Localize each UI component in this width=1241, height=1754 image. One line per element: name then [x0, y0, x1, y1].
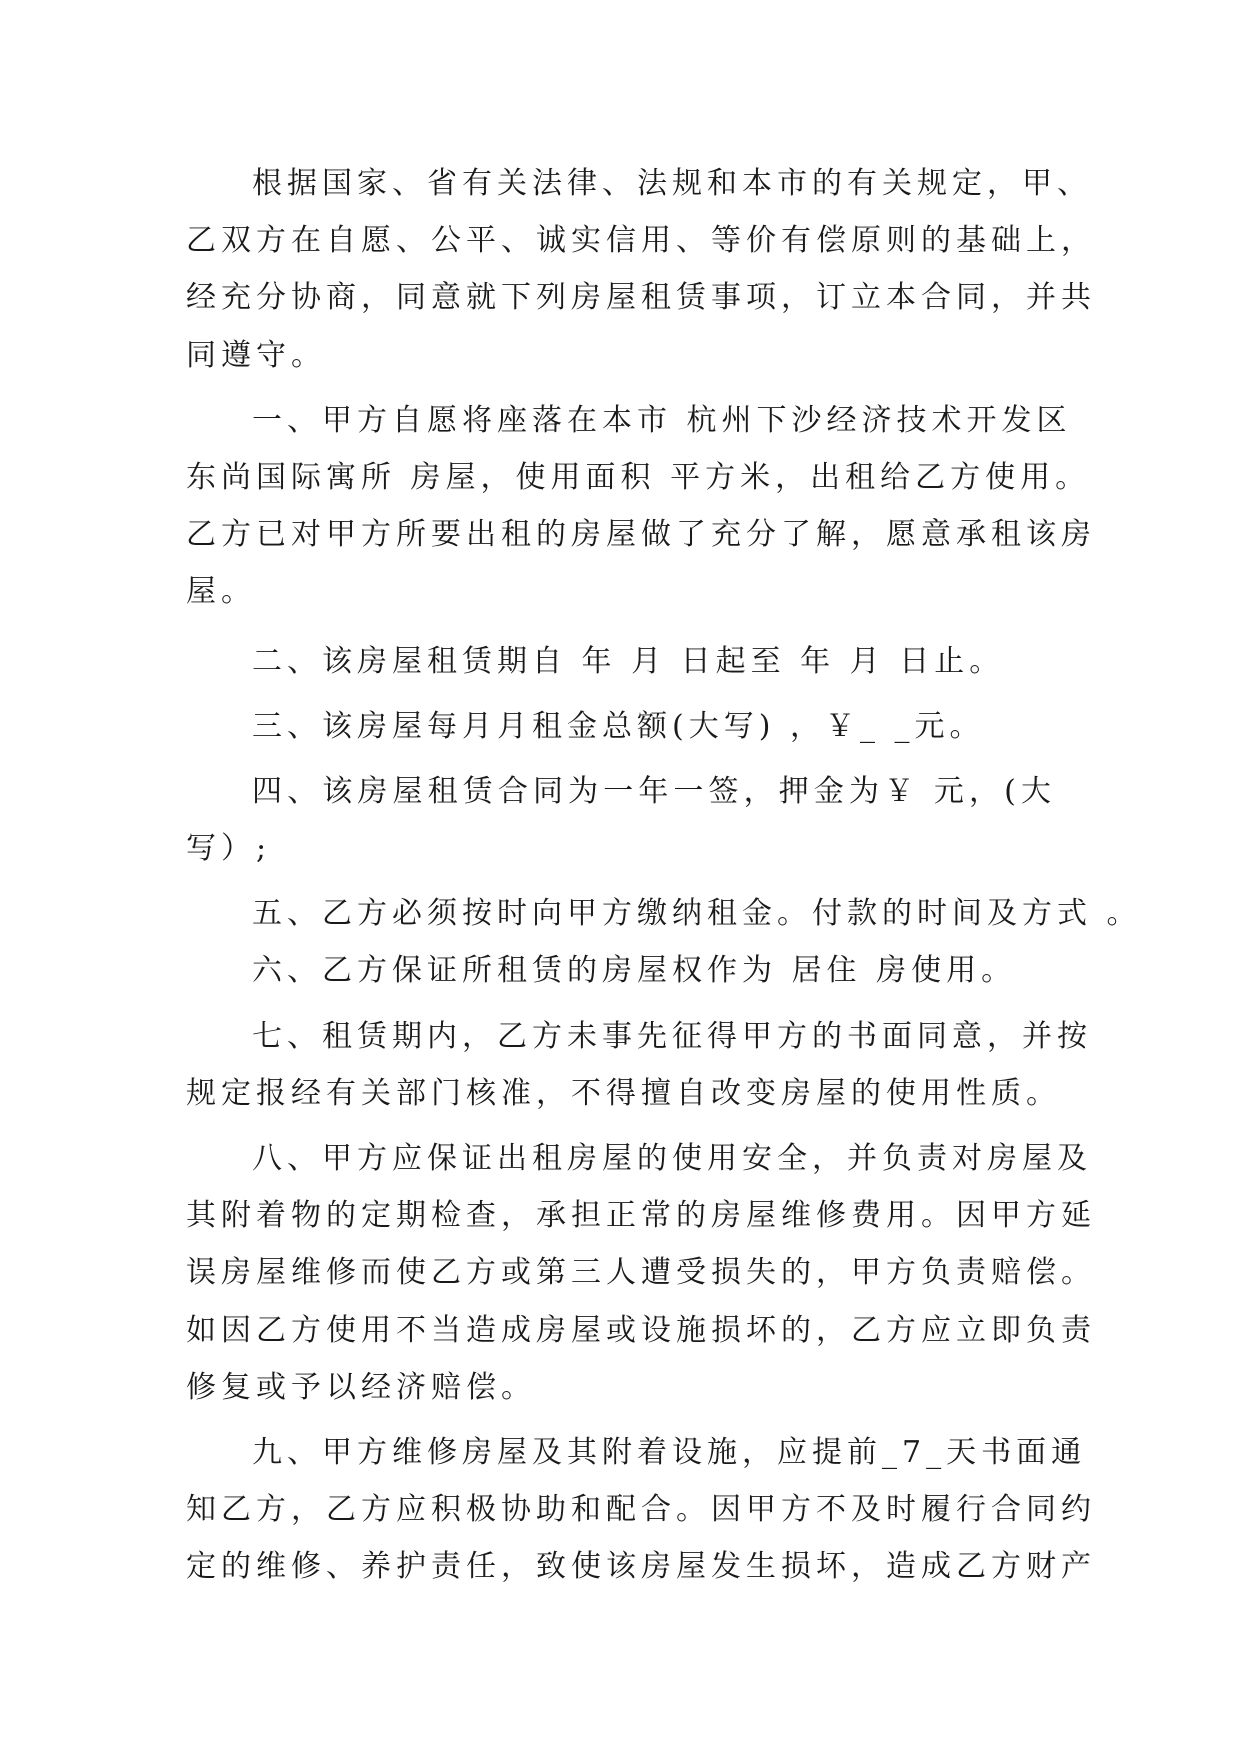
paragraph-clause-3 [186, 698, 1056, 755]
paragraph-clause-4 [186, 763, 1056, 877]
text-line: 写）; [186, 831, 272, 867]
paragraph-clause-8 [186, 1130, 1096, 1416]
text-line: 四、该房屋租赁合同为一年一签，押金为￥ 元，(大 [252, 773, 1056, 809]
paragraph-clause-2 [186, 633, 1056, 690]
text-line: 定的维修、养护责任，致使该房屋发生损坏，造成乙方财产 [186, 1549, 1096, 1585]
text-line: 规定报经有关部门核准，不得擅自改变房屋的使用性质。 [186, 1075, 1061, 1111]
text-line: 同遵守。 [186, 337, 326, 373]
text-line: 三、该房屋每月月租金总额(大写) ，￥_ _元。 [252, 708, 985, 744]
text-line: 乙双方在自愿、公平、诚实信用、等价有偿原则的基础上， [186, 223, 1096, 259]
text-line: 经充分协商，同意就下列房屋租赁事项，订立本合同，并共 [186, 280, 1096, 316]
text-line: 根据国家、省有关法律、法规和本市的有关规定，甲、 [252, 166, 1092, 201]
text-line: 修复或予以经济赔偿。 [186, 1369, 536, 1405]
paragraph-clause-7 [186, 1008, 1092, 1122]
text-line: 八、甲方应保证出租房屋的使用安全，并负责对房屋及 [252, 1141, 1092, 1176]
text-line: 东尚国际寓所 房屋，使用面积 平方米，出租给乙方使用。 [186, 459, 1091, 495]
text-line: 知乙方，乙方应积极协助和配合。因甲方不及时履行合同约 [186, 1492, 1096, 1528]
text-line: 一、甲方自愿将座落在本市 杭州下沙经济技术开发区 [252, 402, 1072, 438]
paragraph-clause-1 [186, 392, 1096, 621]
text-line: 六、乙方保证所租赁的房屋权作为 居住 房使用。 [252, 953, 1017, 989]
text-line: 其附着物的定期检查，承担正常的房屋维修费用。因甲方延 [186, 1198, 1096, 1234]
text-line: 乙方已对甲方所要出租的房屋做了充分了解，愿意承租该房 [186, 517, 1096, 553]
paragraph-clause-5 [186, 885, 1142, 942]
text-line: 屋。 [186, 574, 256, 610]
paragraph-preamble [186, 155, 1096, 384]
paragraph-clause-6 [186, 942, 1056, 999]
text-line: 二、该房屋租赁期自 年 月 日起至 年 月 日止。 [252, 643, 1005, 679]
paragraph-clause-9 [186, 1424, 1096, 1596]
text-line: 如因乙方使用不当造成房屋或设施损坏的，乙方应立即负责 [186, 1312, 1096, 1348]
text-line: 五、乙方必须按时向甲方缴纳租金。付款的时间及方式 。 [252, 896, 1142, 932]
text-line: 七、租赁期内，乙方未事先征得甲方的书面同意，并按 [252, 1018, 1092, 1054]
text-line: 误房屋维修而使乙方或第三人遭受损失的，甲方负责赔偿。 [186, 1255, 1096, 1291]
text-line: 九、甲方维修房屋及其附着设施，应提前_7_天书面通 [252, 1434, 1087, 1470]
contract-text [186, 155, 1142, 1596]
